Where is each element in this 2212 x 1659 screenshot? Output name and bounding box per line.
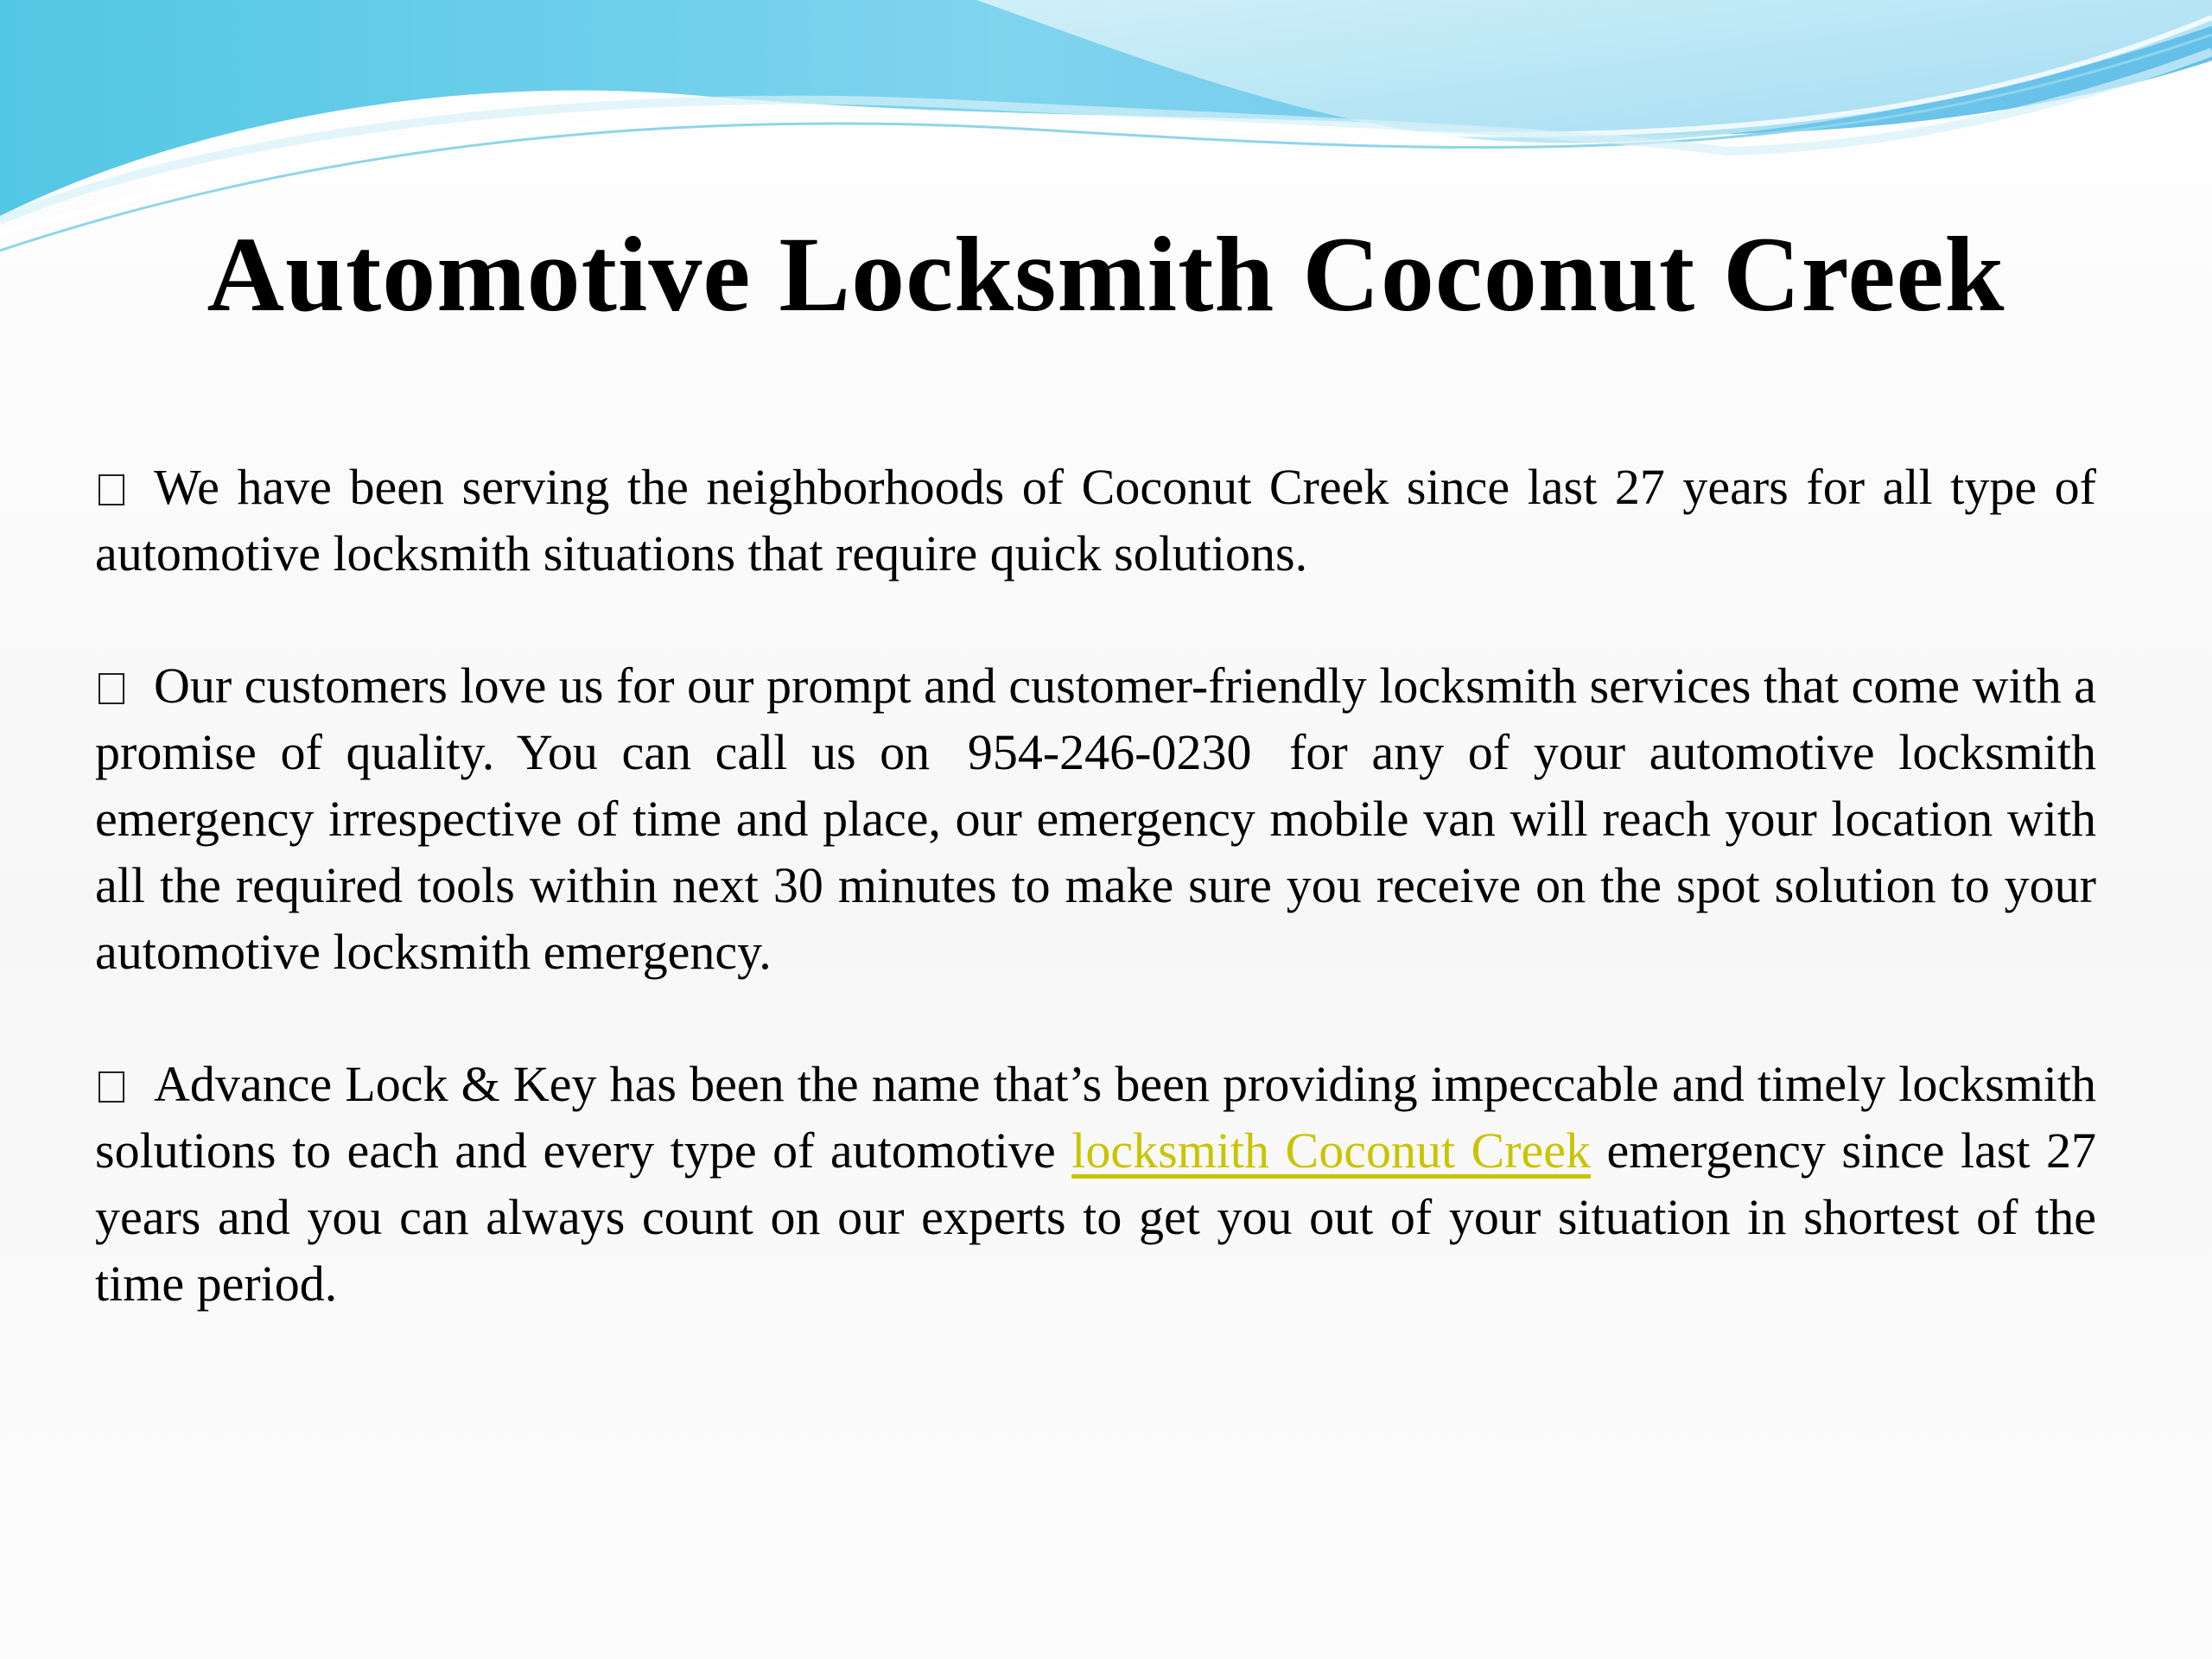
paragraph-3-text-before: Advance Lock & Key has been the name that’s been providing impeccable and timely locksmith solutions to each and every type of automotive	[95, 1056, 2096, 1179]
locksmith-coconut-creek-link[interactable]: locksmith Coconut Creek	[1071, 1122, 1592, 1179]
paragraph-2-text-before: Our customers love us for our prompt and customer-friendly locksmith services that come with a promise of quality. You can call us on	[95, 658, 2096, 780]
paragraph-3	[95, 1051, 2096, 1317]
bullet-box-icon	[99, 1071, 124, 1103]
paragraph-3-text-after: emergency since last 27 years and you can always count on our experts to get you out of your situation in shortest of the time period.	[95, 1122, 2096, 1312]
bullet-box-icon	[99, 673, 124, 704]
slide-content	[95, 454, 2096, 1382]
paragraph-1	[95, 454, 2096, 587]
paragraph-2-text-after: for any of your automotive locksmith emergency irrespective of time and place, our emergency mobile van will reach your location with all the required tools within next 30 minutes to make sure you receive on the spot solution to your automotive locksmith emergency.	[95, 724, 2096, 980]
phone-number: 954-246-0230	[967, 724, 1252, 780]
bullet-box-icon	[99, 474, 124, 505]
paragraph-2	[95, 652, 2096, 985]
paragraph-1-text: We have been serving the neighborhoods of Coconut Creek since last 27 years for all type of automotive locksmith situations that require quick solutions.	[95, 459, 2096, 582]
slide-title: Automotive Locksmith Coconut Creek	[207, 215, 2005, 334]
